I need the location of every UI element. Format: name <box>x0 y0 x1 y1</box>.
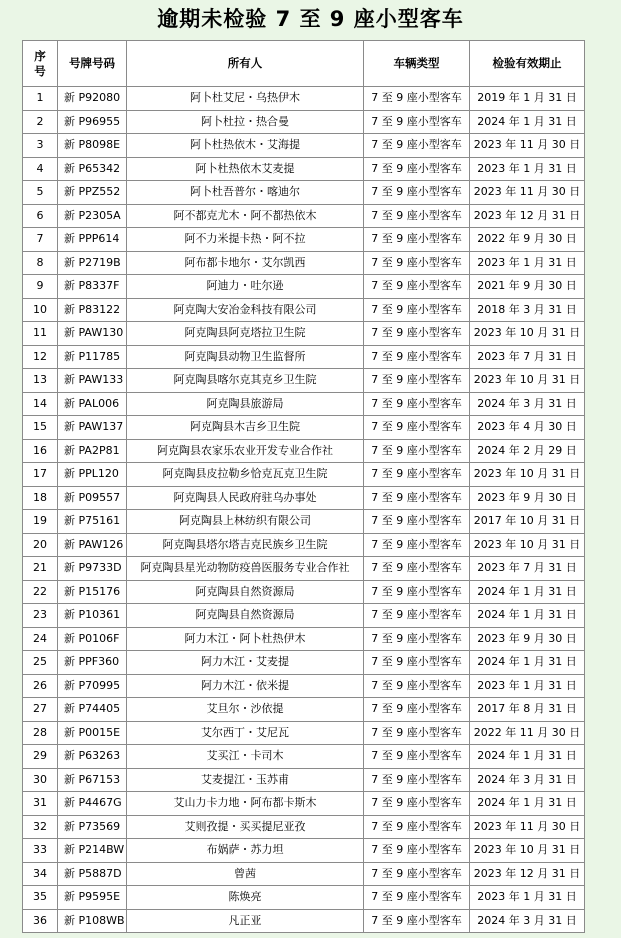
plate-number: 新 P0106F <box>58 627 127 651</box>
inspection-deadline: 2023 年 4 月 30 日 <box>470 416 585 440</box>
inspection-deadline: 2024 年 3 月 31 日 <box>470 909 585 933</box>
table-row <box>23 416 585 440</box>
plate-number: 新 PAW137 <box>58 416 127 440</box>
header-owner: 所有人 <box>127 41 364 87</box>
owner-name: 阿克陶大安冶金科技有限公司 <box>127 298 364 322</box>
inspection-deadline: 2023 年 1 月 31 日 <box>470 674 585 698</box>
vehicle-type: 7 至 9 座小型客车 <box>364 345 470 369</box>
table-row <box>23 228 585 252</box>
row-index: 24 <box>23 627 58 651</box>
table-row <box>23 275 585 299</box>
row-index: 13 <box>23 369 58 393</box>
table-row <box>23 557 585 581</box>
owner-name: 阿克陶县自然资源局 <box>127 604 364 628</box>
table-row <box>23 298 585 322</box>
header-index-line1: 序 <box>34 48 46 63</box>
table-row <box>23 886 585 910</box>
table-row <box>23 745 585 769</box>
vehicle-type: 7 至 9 座小型客车 <box>364 181 470 205</box>
owner-name: 阿力木江・阿卜杜热伊木 <box>127 627 364 651</box>
header-index-line2: 号 <box>34 63 46 78</box>
inspection-deadline: 2023 年 12 月 31 日 <box>470 204 585 228</box>
plate-number: 新 P8098E <box>58 134 127 158</box>
inspection-deadline: 2023 年 11 月 30 日 <box>470 134 585 158</box>
header-index <box>23 41 58 87</box>
vehicle-type: 7 至 9 座小型客车 <box>364 604 470 628</box>
owner-name: 阿克陶县皮拉勒乡恰克瓦克卫生院 <box>127 463 364 487</box>
table-row <box>23 486 585 510</box>
plate-number: 新 P9595E <box>58 886 127 910</box>
page-title: 逾期未检验 7 至 9 座小型客车 <box>157 7 464 31</box>
plate-number: 新 P83122 <box>58 298 127 322</box>
owner-name: 艾买江・卡司木 <box>127 745 364 769</box>
vehicle-type: 7 至 9 座小型客车 <box>364 721 470 745</box>
vehicle-type: 7 至 9 座小型客车 <box>364 815 470 839</box>
inspection-deadline: 2023 年 10 月 31 日 <box>470 533 585 557</box>
row-index: 25 <box>23 651 58 675</box>
plate-number: 新 PPL120 <box>58 463 127 487</box>
row-index: 28 <box>23 721 58 745</box>
row-index: 5 <box>23 181 58 205</box>
table-row <box>23 181 585 205</box>
table-row <box>23 87 585 111</box>
table-row <box>23 604 585 628</box>
plate-number: 新 PAW126 <box>58 533 127 557</box>
plate-number: 新 P214BW <box>58 839 127 863</box>
plate-number: 新 PPF360 <box>58 651 127 675</box>
vehicle-type: 7 至 9 座小型客车 <box>364 486 470 510</box>
row-index: 32 <box>23 815 58 839</box>
owner-name: 阿克陶县自然资源局 <box>127 580 364 604</box>
header-plate: 号牌号码 <box>58 41 127 87</box>
vehicle-type: 7 至 9 座小型客车 <box>364 839 470 863</box>
row-index: 2 <box>23 110 58 134</box>
owner-name: 阿卜杜吾普尔・喀迪尔 <box>127 181 364 205</box>
owner-name: 艾旦尔・沙依提 <box>127 698 364 722</box>
row-index: 29 <box>23 745 58 769</box>
inspection-deadline: 2023 年 1 月 31 日 <box>470 157 585 181</box>
plate-number: 新 PPP614 <box>58 228 127 252</box>
inspection-deadline: 2021 年 9 月 30 日 <box>470 275 585 299</box>
inspection-deadline: 2023 年 9 月 30 日 <box>470 627 585 651</box>
row-index: 36 <box>23 909 58 933</box>
plate-number: 新 P65342 <box>58 157 127 181</box>
owner-name: 阿卜杜拉・热合曼 <box>127 110 364 134</box>
vehicle-type: 7 至 9 座小型客车 <box>364 510 470 534</box>
owner-name: 艾尔西丁・艾尼瓦 <box>127 721 364 745</box>
vehicle-type: 7 至 9 座小型客车 <box>364 909 470 933</box>
inspection-deadline: 2024 年 1 月 31 日 <box>470 792 585 816</box>
owner-name: 阿卜杜热依木・艾海提 <box>127 134 364 158</box>
owner-name: 艾麦提江・玉苏甫 <box>127 768 364 792</box>
row-index: 26 <box>23 674 58 698</box>
table-row <box>23 439 585 463</box>
row-index: 1 <box>23 87 58 111</box>
vehicle-type: 7 至 9 座小型客车 <box>364 463 470 487</box>
vehicle-type: 7 至 9 座小型客车 <box>364 134 470 158</box>
owner-name: 艾山力卡力地・阿布都卡斯木 <box>127 792 364 816</box>
owner-name: 阿迪力・吐尔逊 <box>127 275 364 299</box>
vehicle-type: 7 至 9 座小型客车 <box>364 533 470 557</box>
inspection-deadline: 2024 年 2 月 29 日 <box>470 439 585 463</box>
owner-name: 布娲萨・苏力坦 <box>127 839 364 863</box>
table-body <box>23 87 585 933</box>
row-index: 22 <box>23 580 58 604</box>
vehicle-type: 7 至 9 座小型客车 <box>364 792 470 816</box>
vehicle-type: 7 至 9 座小型客车 <box>364 439 470 463</box>
vehicle-type: 7 至 9 座小型客车 <box>364 651 470 675</box>
table-row <box>23 651 585 675</box>
vehicle-type: 7 至 9 座小型客车 <box>364 416 470 440</box>
vehicle-type: 7 至 9 座小型客车 <box>364 157 470 181</box>
row-index: 3 <box>23 134 58 158</box>
vehicle-type: 7 至 9 座小型客车 <box>364 392 470 416</box>
vehicle-type: 7 至 9 座小型客车 <box>364 862 470 886</box>
table-row <box>23 251 585 275</box>
table-row <box>23 721 585 745</box>
owner-name: 阿克陶县农家乐农业开发专业合作社 <box>127 439 364 463</box>
plate-number: 新 P8337F <box>58 275 127 299</box>
inspection-deadline: 2024 年 3 月 31 日 <box>470 392 585 416</box>
vehicle-type: 7 至 9 座小型客车 <box>364 228 470 252</box>
row-index: 14 <box>23 392 58 416</box>
table-row <box>23 768 585 792</box>
row-index: 11 <box>23 322 58 346</box>
inspection-deadline: 2023 年 10 月 31 日 <box>470 839 585 863</box>
plate-number: 新 P09557 <box>58 486 127 510</box>
owner-name: 艾则孜提・买买提尼亚孜 <box>127 815 364 839</box>
plate-number: 新 P73569 <box>58 815 127 839</box>
plate-number: 新 P92080 <box>58 87 127 111</box>
row-index: 34 <box>23 862 58 886</box>
plate-number: 新 PAW130 <box>58 322 127 346</box>
plate-number: 新 P70995 <box>58 674 127 698</box>
table-row <box>23 204 585 228</box>
inspection-deadline: 2023 年 10 月 31 日 <box>470 322 585 346</box>
table-row <box>23 533 585 557</box>
inspection-deadline: 2023 年 7 月 31 日 <box>470 557 585 581</box>
row-index: 20 <box>23 533 58 557</box>
inspection-deadline: 2019 年 1 月 31 日 <box>470 87 585 111</box>
vehicle-type: 7 至 9 座小型客车 <box>364 322 470 346</box>
row-index: 18 <box>23 486 58 510</box>
plate-number: 新 P75161 <box>58 510 127 534</box>
owner-name: 阿克陶县喀尔克其克乡卫生院 <box>127 369 364 393</box>
owner-name: 阿克陶县阿克塔拉卫生院 <box>127 322 364 346</box>
inspection-deadline: 2022 年 9 月 30 日 <box>470 228 585 252</box>
owner-name: 阿克陶县塔尔塔吉克民族乡卫生院 <box>127 533 364 557</box>
owner-name: 阿卜杜热依木艾麦提 <box>127 157 364 181</box>
owner-name: 阿克陶县旅游局 <box>127 392 364 416</box>
vehicle-type: 7 至 9 座小型客车 <box>364 87 470 111</box>
inspection-deadline: 2024 年 1 月 31 日 <box>470 651 585 675</box>
owner-name: 阿克陶县木吉乡卫生院 <box>127 416 364 440</box>
vehicle-type: 7 至 9 座小型客车 <box>364 886 470 910</box>
header-inspection-deadline: 检验有效期止 <box>470 41 585 87</box>
owner-name: 阿力木江・艾麦提 <box>127 651 364 675</box>
inspection-deadline: 2024 年 1 月 31 日 <box>470 604 585 628</box>
row-index: 16 <box>23 439 58 463</box>
table-row <box>23 510 585 534</box>
row-index: 23 <box>23 604 58 628</box>
vehicle-type: 7 至 9 座小型客车 <box>364 745 470 769</box>
vehicle-type: 7 至 9 座小型客车 <box>364 698 470 722</box>
plate-number: 新 PAL006 <box>58 392 127 416</box>
owner-name: 陈焕亮 <box>127 886 364 910</box>
inspection-deadline: 2023 年 1 月 31 日 <box>470 886 585 910</box>
plate-number: 新 PPZ552 <box>58 181 127 205</box>
inspection-deadline: 2024 年 1 月 31 日 <box>470 745 585 769</box>
row-index: 9 <box>23 275 58 299</box>
vehicle-type: 7 至 9 座小型客车 <box>364 275 470 299</box>
plate-number: 新 P5887D <box>58 862 127 886</box>
plate-number: 新 P4467G <box>58 792 127 816</box>
inspection-deadline: 2024 年 1 月 31 日 <box>470 580 585 604</box>
inspection-deadline: 2024 年 1 月 31 日 <box>470 110 585 134</box>
inspection-deadline: 2023 年 11 月 30 日 <box>470 181 585 205</box>
owner-name: 阿克陶县上林纺织有限公司 <box>127 510 364 534</box>
plate-number: 新 P15176 <box>58 580 127 604</box>
inspection-deadline: 2024 年 3 月 31 日 <box>470 768 585 792</box>
table-row <box>23 792 585 816</box>
table-row <box>23 815 585 839</box>
vehicle-type: 7 至 9 座小型客车 <box>364 204 470 228</box>
plate-number: 新 PA2P81 <box>58 439 127 463</box>
table-row <box>23 322 585 346</box>
row-index: 33 <box>23 839 58 863</box>
plate-number: 新 P11785 <box>58 345 127 369</box>
inspection-deadline: 2023 年 10 月 31 日 <box>470 463 585 487</box>
table-row <box>23 862 585 886</box>
table-row <box>23 157 585 181</box>
table-row <box>23 463 585 487</box>
plate-number: 新 PAW133 <box>58 369 127 393</box>
row-index: 27 <box>23 698 58 722</box>
row-index: 30 <box>23 768 58 792</box>
inspection-deadline: 2023 年 7 月 31 日 <box>470 345 585 369</box>
vehicle-type: 7 至 9 座小型客车 <box>364 298 470 322</box>
row-index: 19 <box>23 510 58 534</box>
table-row <box>23 369 585 393</box>
table-header-row <box>23 41 585 87</box>
plate-number: 新 P9733D <box>58 557 127 581</box>
inspection-deadline: 2017 年 10 月 31 日 <box>470 510 585 534</box>
vehicle-type: 7 至 9 座小型客车 <box>364 627 470 651</box>
row-index: 15 <box>23 416 58 440</box>
inspection-deadline: 2023 年 11 月 30 日 <box>470 815 585 839</box>
row-index: 17 <box>23 463 58 487</box>
vehicle-type: 7 至 9 座小型客车 <box>364 251 470 275</box>
owner-name: 阿不力米提卡热・阿不拉 <box>127 228 364 252</box>
row-index: 21 <box>23 557 58 581</box>
inspection-deadline: 2023 年 1 月 31 日 <box>470 251 585 275</box>
plate-number: 新 P0015E <box>58 721 127 745</box>
plate-number: 新 P96955 <box>58 110 127 134</box>
table-row <box>23 392 585 416</box>
vehicle-type: 7 至 9 座小型客车 <box>364 110 470 134</box>
table-row <box>23 839 585 863</box>
table-row <box>23 674 585 698</box>
table-row <box>23 134 585 158</box>
row-index: 6 <box>23 204 58 228</box>
inspection-deadline: 2022 年 11 月 30 日 <box>470 721 585 745</box>
inspection-deadline: 2023 年 12 月 31 日 <box>470 862 585 886</box>
vehicle-type: 7 至 9 座小型客车 <box>364 369 470 393</box>
vehicle-type: 7 至 9 座小型客车 <box>364 674 470 698</box>
table-row <box>23 698 585 722</box>
header-vehicle-type: 车辆类型 <box>364 41 470 87</box>
row-index: 10 <box>23 298 58 322</box>
row-index: 35 <box>23 886 58 910</box>
table-row <box>23 627 585 651</box>
vehicle-type: 7 至 9 座小型客车 <box>364 768 470 792</box>
inspection-deadline: 2023 年 10 月 31 日 <box>470 369 585 393</box>
owner-name: 凡正亚 <box>127 909 364 933</box>
row-index: 31 <box>23 792 58 816</box>
plate-number: 新 P108WB <box>58 909 127 933</box>
inspection-deadline: 2018 年 3 月 31 日 <box>470 298 585 322</box>
owner-name: 阿不都克尤木・阿不都热依木 <box>127 204 364 228</box>
plate-number: 新 P67153 <box>58 768 127 792</box>
owner-name: 阿布都卡地尔・艾尔凯西 <box>127 251 364 275</box>
vehicle-type: 7 至 9 座小型客车 <box>364 557 470 581</box>
row-index: 12 <box>23 345 58 369</box>
vehicle-type: 7 至 9 座小型客车 <box>364 580 470 604</box>
owner-name: 阿克陶县星光动物防疫兽医服务专业合作社 <box>127 557 364 581</box>
table-row <box>23 580 585 604</box>
owner-name: 曾茜 <box>127 862 364 886</box>
owner-name: 阿卜杜艾尼・乌热伊木 <box>127 87 364 111</box>
plate-number: 新 P10361 <box>58 604 127 628</box>
plate-number: 新 P2305A <box>58 204 127 228</box>
row-index: 8 <box>23 251 58 275</box>
table-row <box>23 909 585 933</box>
plate-number: 新 P74405 <box>58 698 127 722</box>
row-index: 4 <box>23 157 58 181</box>
plate-number: 新 P63263 <box>58 745 127 769</box>
owner-name: 阿克陶县动物卫生监督所 <box>127 345 364 369</box>
inspection-deadline: 2017 年 8 月 31 日 <box>470 698 585 722</box>
row-index: 7 <box>23 228 58 252</box>
owner-name: 阿克陶县人民政府驻乌办事处 <box>127 486 364 510</box>
overdue-vehicles-table <box>22 40 585 933</box>
owner-name: 阿力木江・依米提 <box>127 674 364 698</box>
inspection-deadline: 2023 年 9 月 30 日 <box>470 486 585 510</box>
table-row <box>23 345 585 369</box>
plate-number: 新 P2719B <box>58 251 127 275</box>
table-row <box>23 110 585 134</box>
